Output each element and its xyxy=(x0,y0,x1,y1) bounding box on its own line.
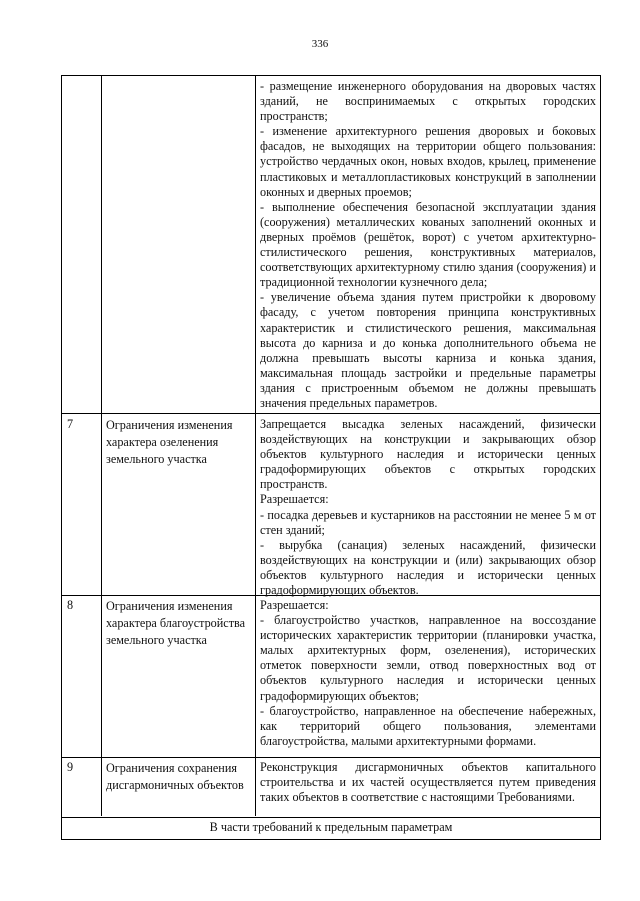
row-number: 8 xyxy=(67,598,74,612)
row-description xyxy=(260,417,596,598)
row-description xyxy=(260,760,596,805)
paragraph: - увеличение объема здания путем пристройки к дворовому фасаду, с учетом повторения принципа конструктивных характеристик и стилистического решения, максимальная высота до карниза и до конька дополнительного объема не должна превышать высоты карниза и конька здания, максимальная площадь застройки и предельные параметры здания с пристроенным объемом не должны превышать значения предельных параметров. xyxy=(260,290,596,410)
row-divider xyxy=(62,757,600,758)
paragraph: - благоустройство, направленное на обеспечение набережных, как территорий общего пользования, элементами благоустройства, малыми архитектурными формами. xyxy=(260,703,596,748)
paragraph: Запрещается высадка зеленых насаждений, физически воздействующих на конструкции и закрывающих обзор объектов культурного наследия и исторически ценных градоформирующих объектов с открытых городских пространств. xyxy=(260,417,596,492)
row-number: 9 xyxy=(67,760,74,774)
paragraph: Разрешается: xyxy=(260,598,329,612)
paragraph: - посадка деревьев и кустарников на расстоянии не менее 5 м от стен зданий; xyxy=(260,507,596,537)
paragraph: Разрешается: xyxy=(260,492,329,507)
requirements-table xyxy=(61,75,601,840)
paragraph: - выполнение обеспечения безопасной эксплуатации здания (сооружения) металлических кованых заполнений оконных и дверных проёмов (решёток, ворот) с учетом архитектурно-стилистического решения, конструктивных материалов, соответствующих архитектурному стилю здания (сооружения) и традиционной технологии кузнечного дела; xyxy=(260,199,596,290)
paragraph: Реконструкция дисгармоничных объектов капитального строительства и их частей осуществляется путем приведения таких объектов в соответствие с настоящими Требованиями. xyxy=(260,760,596,805)
paragraph: - вырубка (санация) зеленых насаждений, физически воздействующих на конструкции и (или) закрывающих обзор объектов культурного наследия и исторически ценных градоформирующих объектов. xyxy=(260,537,596,598)
row-divider xyxy=(62,413,600,414)
paragraph: - размещение инженерного оборудования на дворовых частях зданий, не воспринимаемых с открытых городских пространств; xyxy=(260,79,596,124)
table-row-continuation-description xyxy=(260,79,596,411)
paragraph: - благоустройство участков, направленное на воссоздание исторических характеристик территории (планировки участка, малых архитектурных форм, озеленения), исторических отметок поверхности земли, отвод поверхностных вод от объектов культурного наследия и исторически ценных градоформирующих объектов; xyxy=(260,613,596,703)
page-number: 336 xyxy=(311,38,329,50)
section-heading: В части требований к предельным параметрам xyxy=(209,820,453,834)
row-description xyxy=(260,598,596,749)
column-divider xyxy=(101,76,102,816)
paragraph: - изменение архитектурного решения дворовых и боковых фасадов, не выходящих на территории общего пользования: устройство чердачных окон, новых входов, крылец, применение пластиковых и металлопластиковых конструкций в заполнении оконных и дверных проемов; xyxy=(260,124,596,199)
row-number: 7 xyxy=(67,417,74,431)
column-divider xyxy=(255,76,256,816)
row-title: Ограничения изменения характера озеленения земельного участка xyxy=(106,418,233,466)
row-title: Ограничения сохранения дисгармоничных объектов xyxy=(106,761,244,792)
row-title: Ограничения изменения характера благоустройства земельного участка xyxy=(106,599,246,647)
